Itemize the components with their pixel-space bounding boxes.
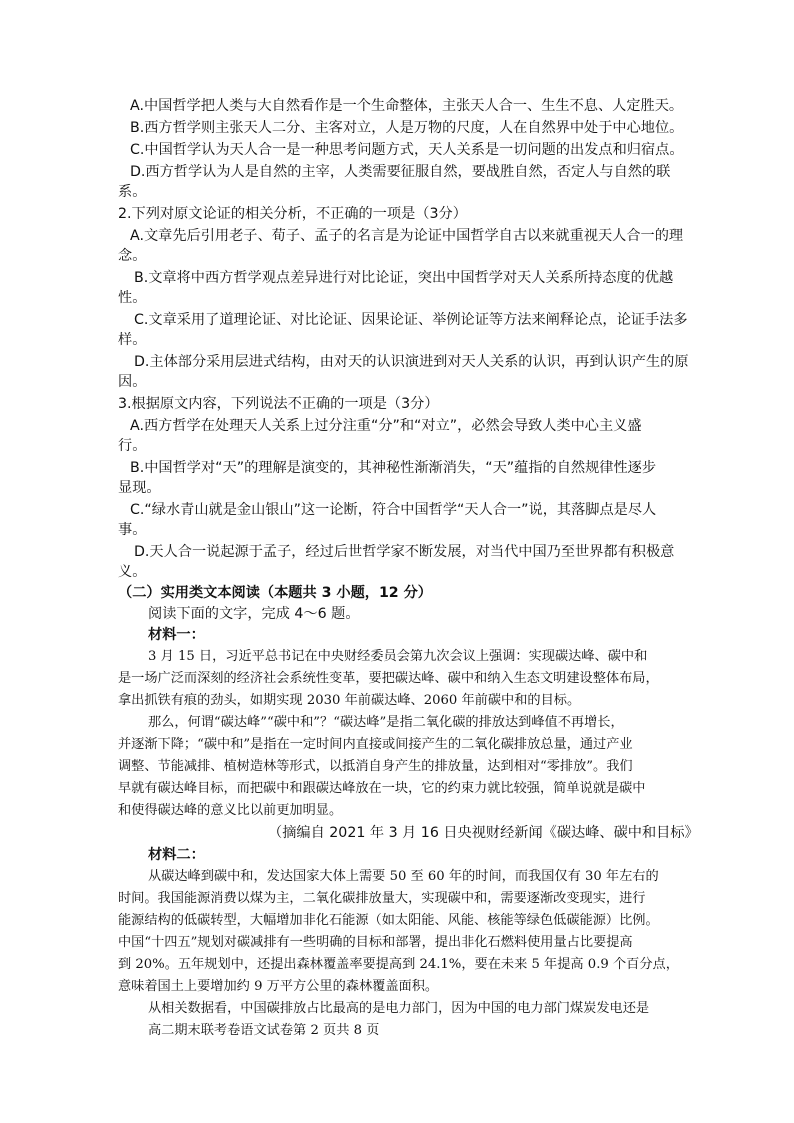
q1-option-a: A.中国哲学把人类与大自然看作是一个生命整体，主张天人合一、生生不息、人定胜天。 [130, 98, 684, 114]
q2-option-b-cont: 性。 [118, 290, 147, 306]
m1-p2-line4: 早就有碳达峰目标，而把碳中和跟碳达峰放在一块，它的约束力就比较强，简单说就是碳中 [118, 781, 646, 796]
m2-p1-line5: 到 20%。五年规划中，还提出森林覆盖率要提高到 24.1%，要在未来 5 年提高 0.9 个百分点， [118, 957, 679, 972]
material1-label: 材料一： [148, 627, 205, 643]
q2-option-d: D.主体部分采用层进式结构，由对天的认识演进到对天人关系的认识，再到认识产生的原 [134, 354, 689, 370]
q1-option-d-cont: 系。 [118, 184, 147, 200]
m2-p2-line1: 从相关数据看，中国碳排放占比最高的是电力部门，因为中国的电力部门煤炭发电还是 [148, 1001, 650, 1016]
q3-option-c: C.“绿水青山就是金山银山”这一论断，符合中国哲学“天人合一”说，其落脚点是尽人 [130, 502, 657, 518]
m2-p1-line6: 意味着国土上要增加约 9 万平方公里的森林覆盖面积。 [118, 979, 439, 994]
q3-option-b: B.中国哲学对“天”的理解是演变的，其神秘性渐渐消失，“天”蕴指的自然规律性逐步 [130, 460, 657, 476]
m1-p2-line5: 和使得碳达峰的意义比以前更加明显。 [118, 803, 343, 818]
m1-p1-line3: 拿出抓铁有痕的劲头，如期实现 2030 年前碳达峰、2060 年前碳中和的目标。 [118, 693, 581, 708]
m1-p2-line3: 调整、节能减排、植树造林等形式，以抵消自身产生的排放量，达到相对“零排放”。我们 [118, 759, 633, 774]
q2-option-c: C.文章采用了道理论证、对比论证、因果论证、举例论证等方法来阐释论点，论证手法多 [134, 312, 688, 328]
m1-p2-line2: 并逐渐下降；“碳中和”是指在一定时间内直接或间接产生的二氧化碳排放总量，通过产业 [118, 737, 633, 752]
page-footer: 高二期末联考卷语文试卷第 2 页共 8 页 [148, 1023, 380, 1038]
q2-option-a-cont: 念。 [118, 248, 147, 264]
q3-option-a: A.西方哲学在处理天人关系上过分注重“分”和“对立”，必然会导致人类中心主义盛 [130, 418, 642, 434]
m2-p1-line3: 能源结构的低碳转型，大幅增加非化石能源（如太阳能、风能、核能等绿色低碳能源）比例。 [118, 913, 659, 928]
q3-option-d: D.天人合一说起源于孟子，经过后世哲学家不断发展，对当代中国乃至世界都有积极意 [134, 544, 675, 560]
q2-stem: 2.下列对原文论证的相关分析，不正确的一项是（3分） [118, 206, 467, 222]
m2-p1-line4: 中国“十四五”规划对碳减排有一些明确的目标和部署，提出非化石燃料使用量占比要提高 [118, 935, 633, 950]
section-instruction: 阅读下面的文字，完成 4～6 题。 [148, 606, 360, 622]
m1-source: （摘编自 2021 年 3 月 16 日央视财经新闻《碳达峰、碳中和目标》 [268, 825, 699, 841]
m1-p1-line2: 是一场广泛而深刻的经济社会系统性变革，要把碳达峰、碳中和纳入生态文明建设整体布局， [118, 671, 659, 686]
q1-option-b: B.西方哲学则主张天人二分、主客对立，人是万物的尺度，人在自然界中处于中心地位。 [130, 120, 684, 136]
m2-p1-line1: 从碳达峰到碳中和，发达国家大体上需要 50 至 60 年的时间，而我国仅有 30 年左右的 [148, 869, 659, 884]
m2-p1-line2: 时间。我国能源消费以煤为主，二氧化碳排放量大，实现碳中和，需要逐渐改变现实，进行 [118, 891, 646, 906]
q2-option-d-cont: 因。 [118, 374, 147, 390]
q3-option-a-cont: 行。 [118, 438, 147, 454]
section-heading: （二）实用类文本阅读（本题共 3 小题，12 分） [118, 585, 432, 601]
m1-p1-line1: 3 月 15 日，习近平总书记在中央财经委员会第九次会议上强调：实现碳达峰、碳中和 [148, 649, 648, 664]
q3-option-c-cont: 事。 [118, 522, 147, 538]
q1-option-d: D.西方哲学认为人是自然的主宰，人类需要征服自然，要战胜自然，否定人与自然的联 [130, 164, 671, 180]
q3-option-d-cont: 义。 [118, 564, 147, 580]
material2-label: 材料二： [148, 847, 205, 863]
q2-option-c-cont: 样。 [118, 332, 147, 348]
q3-option-b-cont: 显现。 [118, 480, 161, 496]
q2-option-b: B.文章将中西方哲学观点差异进行对比论证，突出中国哲学对天人关系所持态度的优越 [134, 270, 674, 286]
m1-p2-line1: 那么，何谓“碳达峰”“碳中和”？“碳达峰”是指二氧化碳的排放达到峰值不再增长， [148, 715, 624, 730]
q2-option-a: A.文章先后引用老子、荀子、孟子的名言是为论证中国哲学自古以来就重视天人合一的理 [130, 228, 684, 244]
q1-option-c: C.中国哲学认为天人合一是一种思考问题方式，天人关系是一切问题的出发点和归宿点。 [130, 142, 684, 158]
q3-stem: 3.根据原文内容，下列说法不正确的一项是（3分） [118, 396, 439, 412]
